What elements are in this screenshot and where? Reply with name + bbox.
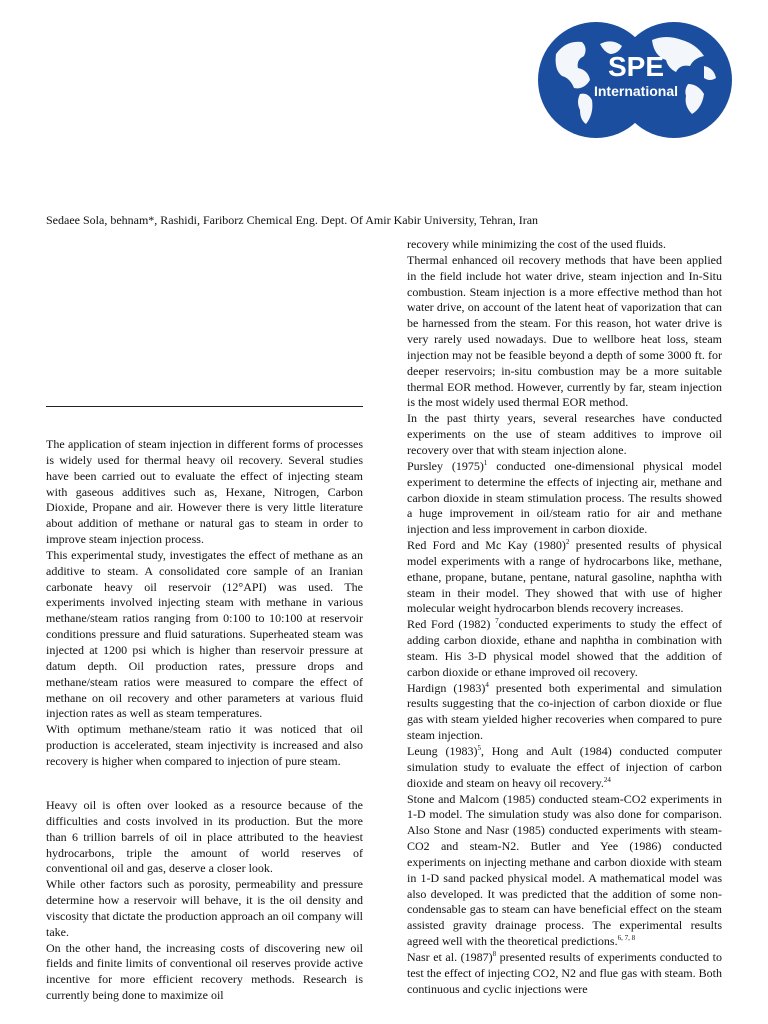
abstract-paragraph: The application of steam injection in different forms of processes is widely used for thermal heavy oil recovery. Several studies have been carried out to evaluate the effect of injecting steam with gaseous additives such as, Hexane, Nitrogen, Carbon Dioxide, Propane and air. However there is very little literature about addition of methane or natural gas to steam in order to improve steam injection process. <box>46 437 363 547</box>
reference-number: 1 <box>483 458 488 467</box>
body-paragraph: In the past thirty years, several researches have conducted experiments on the use of steam additives to improve oil recovery over that with steam injection alone. <box>407 411 722 457</box>
body-paragraph: recovery while minimizing the cost of the used fluids. <box>407 237 666 251</box>
body-paragraph <box>407 792 722 950</box>
author-affiliation: Sedaee Sola, behnam*, Rashidi, Fariborz Chemical Eng. Dept. Of Amir Kabir University, Tehran, Iran <box>46 213 539 227</box>
citation: Nasr et al. (1987) <box>407 949 493 964</box>
intro-paragraph: Heavy oil is often over looked as a resource because of the difficulties and costs involved in its production. But the more than 6 trillion barrels of oil in place attributed to the heaviest hydrocarbons, triple the amount of world reserves of conventional oil and gas, deserve a closer look. <box>46 798 363 876</box>
reference-number: 8 <box>492 949 497 958</box>
paragraph-text: conducted experiments to study the effect of adding carbon dioxide, ethane and naphtha in combination with steam. His 3-D physical model showed that the addition of carbon dioxide or ethane improved oil recovery. <box>407 617 722 679</box>
reference-number: 2 <box>565 538 570 547</box>
paragraph-text: conducted one-dimensional physical model experiment to determine the effects of injecting air, methane and carbon dioxide in steam stimulation process. The results showed a huge improvement in oil/steam ratio for air and methane injection and less improvement in carbon dioxide. <box>407 458 722 537</box>
intro-paragraph: While other factors such as porosity, permeability and pressure determine how a reservoir will behave, it is the oil density and viscosity that dictate the production approach an oil company will take. <box>46 877 363 939</box>
body-paragraph <box>407 681 722 744</box>
body-paragraph <box>407 744 722 792</box>
citation: Hardign (1983) <box>407 680 486 695</box>
paragraph-text: Stone and Malcom (1985) conducted steam-CO2 experiments in 1-D model. The simulation study was also done for comparison. Also Stone and Nasr (1985) conducted experiments with steam-CO2 and steam-N2. Butler and Yee (1986) conducted experiments on injecting methane and carbon dioxide with steam in 1-D sand packed physical model. A mathematical model was also developed. It was predicted that the addition of some non-condensable gas to steam can have beneficial effect on the steam assisted gravity drainage process. The experimental results agreed well with the theoretical predictions. <box>407 791 722 949</box>
paragraph-text: , Hong and Ault (1984) conducted computer simulation study to evaluate the effect of injection of carbon dioxide and steam on heavy oil recovery. <box>407 744 722 790</box>
intro-paragraph: On the other hand, the increasing costs of discovering new oil fields and finite limits of conventional oil reserves provide active incentive for more efficient recovery methods. Research is currently being done to maximize oil <box>46 940 363 1003</box>
paragraph-text: presented results of physical model experiments with a range of hydrocarbons like, methane, ethane, propane, butane, pentane, natural gasoline, naphtha with steam in their model. They showed that with use of higher molecular weight hydrocarbon blends recovery increases. <box>407 538 723 616</box>
section-divider <box>46 406 363 407</box>
right-column <box>407 237 722 998</box>
citation: Red Ford and Mc Kay (1980) <box>407 538 566 553</box>
citation: Leung (1983) <box>407 744 478 758</box>
reference-number: 4 <box>485 680 489 689</box>
reference-number: 5 <box>477 744 481 752</box>
reference-number: 7 <box>495 617 499 626</box>
abstract-paragraph: With optimum methane/steam ratio it was noticed that oil production is accelerated, steam injectivity is increased and also recovery is higher when compared to injection of pure steam. <box>46 722 363 768</box>
body-paragraph <box>407 459 722 538</box>
paragraph-text: presented both experimental and simulation results suggesting that the co-injection of carbon dioxide or flue gas with steam yielded higher recoveries when compared to pure steam injection. <box>407 680 722 743</box>
logo-text-spe: SPE <box>607 51 665 82</box>
body-paragraph <box>407 950 722 998</box>
body-paragraph <box>407 617 722 680</box>
reference-number: 24 <box>603 775 611 784</box>
spe-international-logo <box>528 14 736 144</box>
abstract-section <box>46 437 363 770</box>
introduction-section <box>46 798 363 1004</box>
body-paragraph: Thermal enhanced oil recovery methods that have been applied in the field include hot water drive, steam injection and In-Situ combustion. Steam injection is a more effective method than hot water drive, on account of the latent heat of vaporization that can be harnessed from the steam. For this reason, hot water drive is very rarely used nowadays. Due to wellbore heat loss, steam injection may not be feasible beyond a depth of some 3000 ft. for deeper reservoirs; in-situ combustion may be a more suitable thermal EOR method. However, currently by far, steam injection is the most widely used thermal EOR method. <box>407 252 722 410</box>
logo-text-international: International <box>593 83 679 99</box>
citation: Red Ford (1982) <box>407 617 496 632</box>
body-paragraph <box>407 538 722 617</box>
reference-number: 6, 7, 8 <box>617 934 636 943</box>
citation: Pursley (1975) <box>407 458 484 473</box>
abstract-paragraph: This experimental study, investigates the effect of methane as an additive to steam. A consolidated core sample of an Iranian carbonate heavy oil reservoir (12°API) was used. The experiments involved injecting steam with methane in various methane/steam ratios ranging from 0:100 to 10:100 at reservoir conditions pressure and fluid saturations. Superheated steam was injected at 1200 psi which is higher than reservoir pressure at datum depth. Oil production rates, pressure drops and methane/steam ratios were measured to compare the effect of methane on oil recovery and other parameters at various fluid injection rates as well as steam temperatures. <box>46 547 363 721</box>
paragraph-text: presented results of experiments conducted to test the effect of injecting CO2, N2 and flue gas with steam. Both continuous and cyclic injections were <box>407 949 722 996</box>
